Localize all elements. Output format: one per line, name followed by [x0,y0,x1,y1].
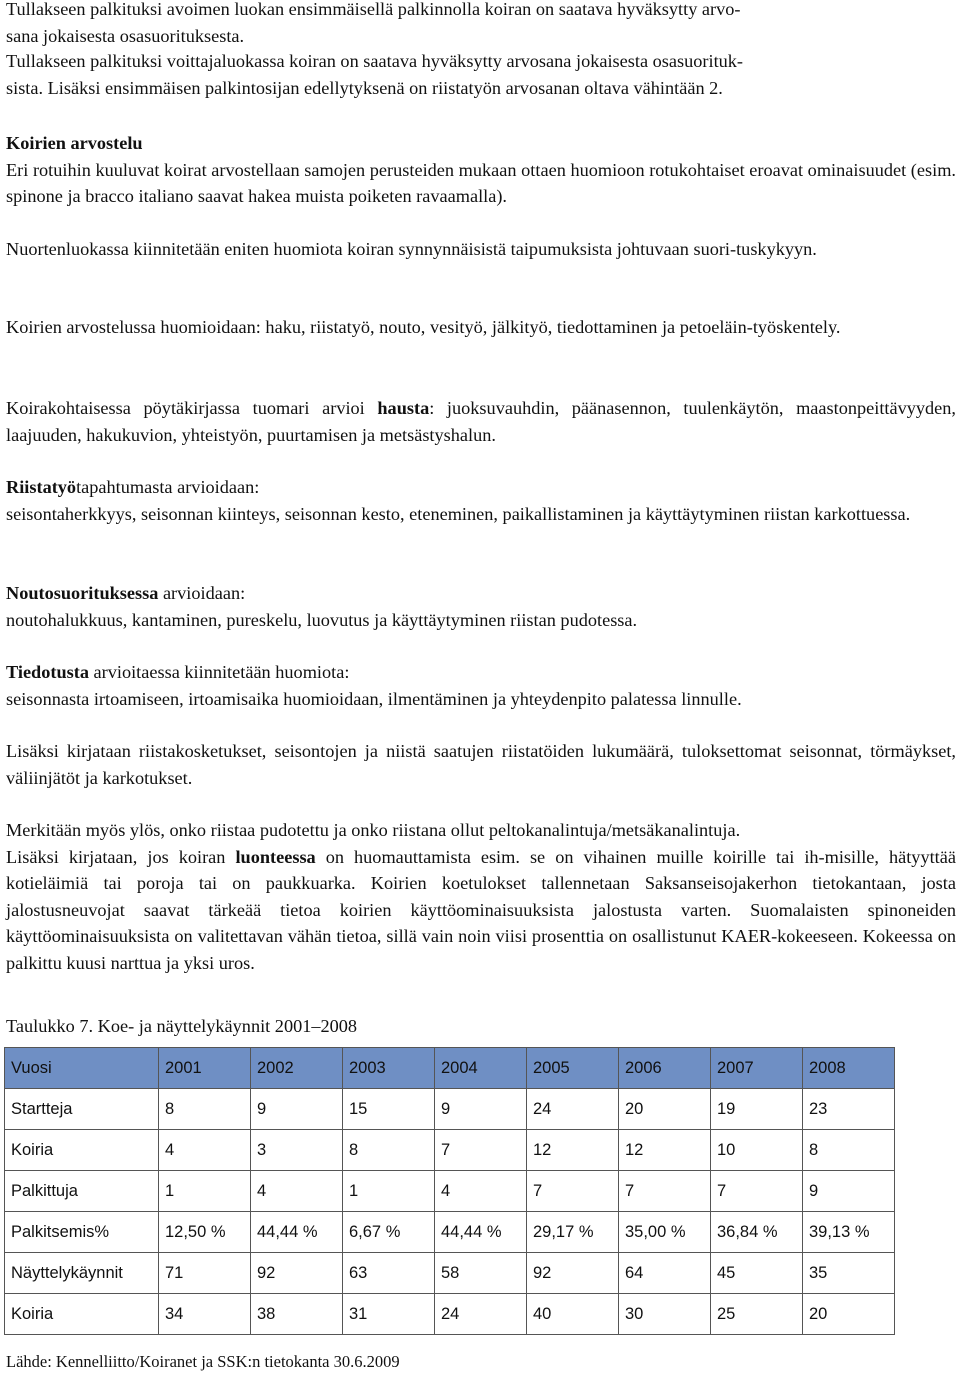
table-cell: 8 [159,1089,251,1130]
table-row [5,1253,895,1294]
table-cell: 3 [251,1130,343,1171]
section-dog-evaluation [6,130,956,210]
paragraph-reporting [6,659,956,712]
table-cell: 45 [711,1253,803,1294]
paragraph-youth-class: Nuortenluokassa kiinnitetään eniten huomiota koiran synnynnäisistä taipumuksista johtuvaan suori-tuskykyyn. [6,239,817,259]
table-cell: 8 [343,1130,435,1171]
text-line: Tullakseen palkituksi avoimen luokan ensimmäisellä palkinnolla koiran on saatava hyväksytty arvo- [6,0,741,19]
paragraph-open-class-prize [6,0,956,49]
table-cell: 40 [527,1294,619,1335]
table-header-row [5,1048,895,1089]
table-cell: 31 [343,1294,435,1335]
bold-term-search: hausta [377,398,430,418]
table-cell: 35 [803,1253,895,1294]
section-heading: Koirien arvostelu [6,133,143,153]
table-cell: 44,44 % [251,1212,343,1253]
table-cell: 12,50 % [159,1212,251,1253]
table-cell: 1 [159,1171,251,1212]
table-cell: 7 [527,1171,619,1212]
text-line: Merkitään myös ylös, onko riistaa pudotettu ja onko riistana ollut peltokanalintuja/metsäkanalintuja. [6,820,741,840]
table-row [5,1212,895,1253]
table-cell: 20 [619,1089,711,1130]
table-row-label: Startteja [5,1089,159,1130]
table-cell: 19 [711,1089,803,1130]
paragraph-body: seisontaherkkyys, seisonnan kiinteys, seisonnan kesto, eteneminen, paikallistaminen ja käyttäytyminen riistan karkottuessa. [6,503,911,524]
table-cell: 20 [803,1294,895,1335]
paragraph-breed-evaluation: Eri rotuihin kuuluvat koirat arvostellaan samojen perusteiden mukaan ottaen huomioon rotukohtaiset eroavat ominaisuudet (esim. spinone ja bracco italiano saavat hakea muista poiketen ravaamalla). [6,159,956,206]
table-row-label: Koiria [5,1130,159,1171]
table-cell: 9 [251,1089,343,1130]
table-cell: 4 [251,1171,343,1212]
bold-term-reporting: Tiedotusta [6,662,89,682]
paragraph-game-work [6,474,956,527]
table-cell: 4 [159,1130,251,1171]
table-header-cell: 2002 [251,1048,343,1089]
table-cell: 23 [803,1089,895,1130]
table-cell: 39,13 % [803,1212,895,1253]
table-row [5,1171,895,1212]
table-cell: 92 [527,1253,619,1294]
trials-shows-table [4,1047,895,1335]
table-cell: 4 [435,1171,527,1212]
text-line: sana jokaisesta osasuorituksesta. [6,25,245,46]
table-cell: 92 [251,1253,343,1294]
table-header-cell: 2003 [343,1048,435,1089]
table-cell: 9 [803,1171,895,1212]
table-cell: 8 [803,1130,895,1171]
paragraph-retrieve [6,580,956,633]
table-row [5,1089,895,1130]
table-cell: 6,67 % [343,1212,435,1253]
table-cell: 58 [435,1253,527,1294]
table-cell: 12 [527,1130,619,1171]
table-cell: 71 [159,1253,251,1294]
paragraph-temperament [6,817,956,976]
table-cell: 35,00 % [619,1212,711,1253]
table-source: Lähde: Kennelliitto/Koiranet ja SSK:n tietokanta 30.6.2009 [6,1352,400,1371]
paragraph-heading-line: Tiedotusta arvioitaessa kiinnitetään huomiota: [6,662,350,682]
paragraph-body: noutohalukkuus, kantaminen, pureskelu, luovutus ja käyttäytyminen riistan pudotessa. [6,609,638,630]
table-cell: 38 [251,1294,343,1335]
table-cell: 7 [619,1171,711,1212]
bold-term-retrieve: Noutosuorituksessa [6,583,159,603]
table-cell: 25 [711,1294,803,1335]
table-row-label: Palkittuja [5,1171,159,1212]
table-cell: 24 [435,1294,527,1335]
table-header-cell: 2007 [711,1048,803,1089]
paragraph-winner-class-prize [6,48,956,101]
table-cell: 63 [343,1253,435,1294]
table-cell: 29,17 % [527,1212,619,1253]
table-header-cell: 2005 [527,1048,619,1089]
table-cell: 7 [711,1171,803,1212]
table-cell: 7 [435,1130,527,1171]
table-row-label: Koiria [5,1294,159,1335]
table-cell: 34 [159,1294,251,1335]
paragraph-evaluation-items: Koirien arvostelussa huomioidaan: haku, riistatyö, nouto, vesityö, jälkityö, tiedottaminen ja petoeläin-työskentely. [6,317,841,337]
table-cell: 15 [343,1089,435,1130]
table-cell: 36,84 % [711,1212,803,1253]
paragraph-heading-line: Riistatyötapahtumasta arvioidaan: [6,477,260,497]
text-line: Tullakseen palkituksi voittajaluokassa koiran on saatava hyväksytty arvosana jokaisesta osasuorituk- [6,51,744,71]
table-header-cell: 2004 [435,1048,527,1089]
table-header-cell: Vuosi [5,1048,159,1089]
paragraph-body: seisonnasta irtoamiseen, irtoamisaika huomioidaan, ilmentäminen ja yhteydenpito palatessa linnulle. [6,688,742,709]
text-block: Lisäksi kirjataan, jos koiran luonteessa on huomauttamista esim. se on vihainen muille koirille tai ih-misille, hätyyttää kotieläimiä tai poroja tai on paukkuarka. Koirien koetulokset tallennetaan Saksanseisojakerhon tietokantaan, josta jalostusneuvojat saavat tärkeää tietoa koirien käyttöominaisuuksista jalostusta varten. Suomalaisten spinoneiden käyttöominaisuuksista on valitettavan vähän tietoa, sillä vain noin viisi prosenttia on osallistunut KAER-kokeeseen. Kokeessa on palkittu kuusi narttua ja yksi uros. [6,846,956,973]
table-cell: 9 [435,1089,527,1130]
text-line: sista. Lisäksi ensimmäisen palkintosijan edellytyksenä on riistatyön arvosanan oltava vähintään 2. [6,77,723,98]
table-cell: 12 [619,1130,711,1171]
table-cell: 1 [343,1171,435,1212]
table-row-label: Palkitsemis% [5,1212,159,1253]
table-row-label: Näyttelykäynnit [5,1253,159,1294]
table-cell: 30 [619,1294,711,1335]
table-cell: 64 [619,1253,711,1294]
paragraph-search-evaluation: Koirakohtaisessa pöytäkirjassa tuomari arvioi hausta: juoksuvauhdin, päänasennon, tuulenkäytön, maastonpeittävyyden, laajuuden, hakukuvion, yhteistyön, puurtamisen ja metsästyshalun. [6,398,956,445]
table-row [5,1130,895,1171]
paragraph-heading-line: Noutosuorituksessa arvioidaan: [6,583,246,603]
table-cell: 44,44 % [435,1212,527,1253]
table-row [5,1294,895,1335]
bold-term-temperament: luonteessa [235,846,316,867]
paragraph-recorded-events: Lisäksi kirjataan riistakosketukset, seisontojen ja niistä saatujen riistatöiden lukumäärä, tuloksettomat seisonnat, törmäykset, väliinjätöt ja karkotukset. [6,741,956,788]
table-header-cell: 2008 [803,1048,895,1089]
table-caption: Taulukko 7. Koe- ja näyttelykäynnit 2001–2008 [6,1016,358,1036]
table-header-cell: 2001 [159,1048,251,1089]
table-cell: 10 [711,1130,803,1171]
bold-term-game-work: Riistatyö [6,477,77,497]
table-cell: 24 [527,1089,619,1130]
table-header-cell: 2006 [619,1048,711,1089]
